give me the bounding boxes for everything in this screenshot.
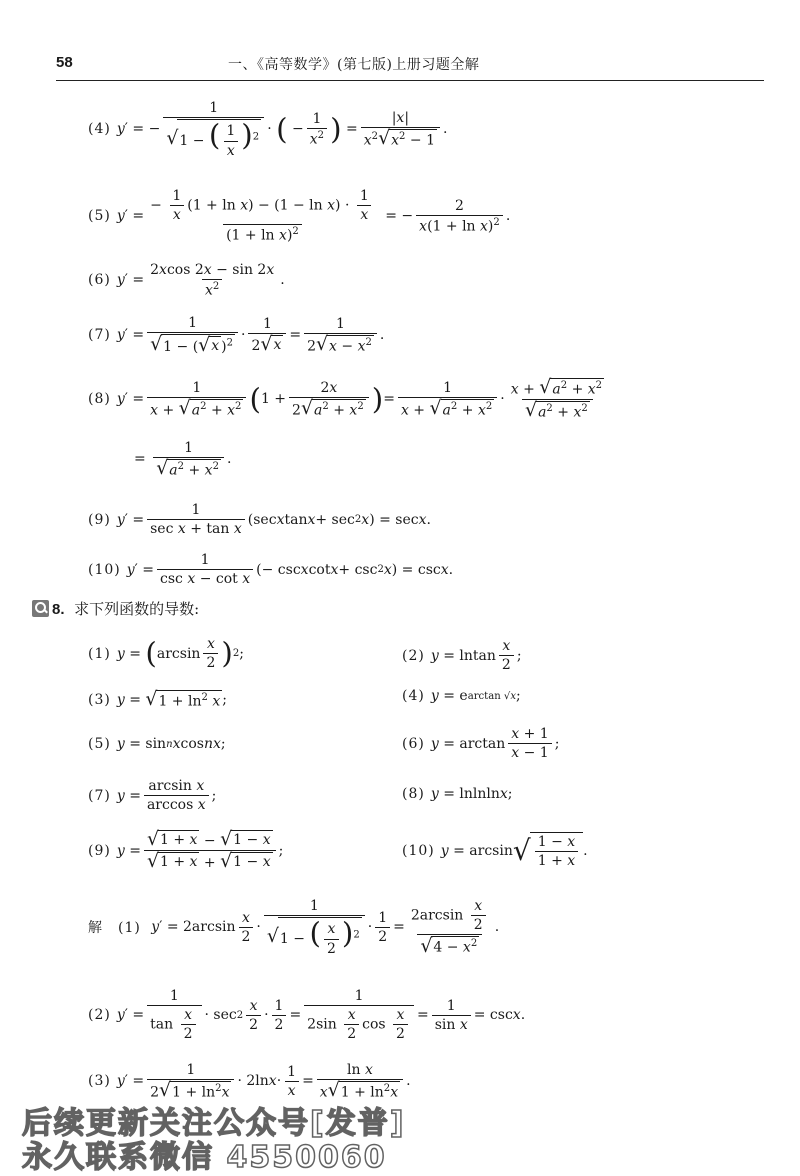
problem-8-3: (3) y = √ $1 + \ln^2 x$ ; [88,688,227,711]
item-label: (7) [88,787,111,804]
item-label: (8) [88,391,111,408]
solution-7-7: (7) y ′ = 1 √ 1 − ( √ x )$^2$ · 1 2 √ x = 1 2 √ $x - x^2$ . [88,315,385,356]
item-label: (8) [402,786,425,802]
item-label: (6) [88,272,111,289]
item-label: (9) [88,842,111,859]
problem-heading [52,598,199,619]
watermark-line-1: 后续更新关注公众号[发普] [22,1106,406,1141]
solution-8-1: 解 (1) y ′ = 2arcsin $\frac{x}{2}$ · 1 √ 1 − ( $\frac{x}{2}$ )$^2$ · $\frac{1}{2}$ = 2arcsin $\frac{x}{2}$ √ $4 - x^2$ . [88,898,500,957]
solution-8-3: (3) y ′ = 1 2 √ $1 + \ln^2x$ · 2ln x · $\frac{1}{x}$ = ln x x √ $1 + \ln^2x$ . [88,1062,411,1102]
item-label: (5) [88,736,111,752]
item-label: (9) [88,511,111,528]
solution-7-8-cont: = 1 √ $a^2 + x^2$ . [134,440,232,480]
item-label: (4) [88,121,111,138]
problem-8-1: (1) y = ( arcsin $\frac{x}{2}$ ) 2 ; [88,635,244,671]
solution-8-2: (2) y ′ = 1 tan $\frac{x}{2}$ · sec 2 $\frac{x}{2}$ · $\frac{1}{2}$ = 1 2sin $\frac{x}{2}$ cos $\frac{x}{2}$ = $\frac{1}{\text{sin x}}$ = csc x . [88,988,526,1042]
item-label: (10) [88,561,121,578]
item-label: (4) [402,688,425,704]
problem-number: 8. [52,601,65,618]
item-label: (7) [88,327,111,344]
problem-text: 求下列函数的导数: [74,600,200,618]
running-header-title: 一、《高等数学》(第七版)上册习题全解 [228,57,480,73]
solution-7-10: (10) y ′ = $\frac{1}{\text{csc x − cot x}}$ (− csc x cot x + csc 2 x ) = csc x . [88,552,454,587]
solution-7-6: (6) y ′ = $\frac{2xcos 2x - \sin 2x}{x^2}$ . [88,262,285,299]
header-rule [56,80,764,81]
item-label: (3) [88,691,111,708]
item-label: (2) [402,647,425,664]
problem-8-6: (6) y = arctan $\frac{x + 1}{x - 1}$ ; [402,726,560,761]
item-label: (1) [88,645,111,662]
problem-8-5: (5) y = sin n x cos nx ; [88,736,226,752]
page-number: 58 [56,54,73,71]
watermark-line-2: 永久联系微信 4550060 [22,1140,387,1175]
solution-7-9: (9) y ′ = $\frac{1}{\text{sec x + tan x}}$ (sec x tan x + sec 2 x ) = sec x . [88,502,431,537]
problem-8-4: (4) y = e arctan √x ; [402,688,521,704]
item-label: (3) [88,1073,111,1090]
item-label: (2) [88,1007,111,1023]
solution-7-4: (4) y ′ = − 1 √ 1 − ( $\frac{1}{x}$ )$^2$ · ( − $\frac{1}{x^2}$ ) = |x| $x^2$ √ $x^2 - 1$ . [88,100,448,159]
item-label: 解 (1) [88,920,141,937]
item-label: (5) [88,207,111,224]
problem-8-9: (9) y = √ 1 + x − √ 1 − x √ 1 + x + √ 1 − x ; [88,828,284,872]
item-label: (10) [402,842,435,859]
problem-8-2: (2) y = lntan $\frac{x}{2}$ ; [402,638,522,673]
solution-7-8: (8) y ′ = 1 x + √ $a^2 + x^2$ ( 1 + 2x 2 √ $a^2 + x^2$ ) = 1 x + √ $a^2 + x^2$ · x + √ $a^2 + x^2$ √ $a^2 + x^2$ [88,376,603,422]
problem-8-8: (8) y = lnlnln x ; [402,786,513,802]
problem-8-10: (10) y = arcsin √ $\frac{1 - x}{1 + x}$ . [402,833,588,870]
item-label: (6) [402,735,425,752]
solution-7-5: (5) y ′ = − $\frac{1}{x}$ (1 + ln x) − (1 − ln x) · $\frac{1}{x}$ $(1 + \ln x)^2$ = − $\frac{2}{x(1 + \ln x)^2}$ . [88,188,511,244]
problem-8-7: (7) y = $\frac{\text{arcsin x}}{\text{arccos x}}$ ; [88,778,217,813]
magnifier-icon [32,600,49,617]
